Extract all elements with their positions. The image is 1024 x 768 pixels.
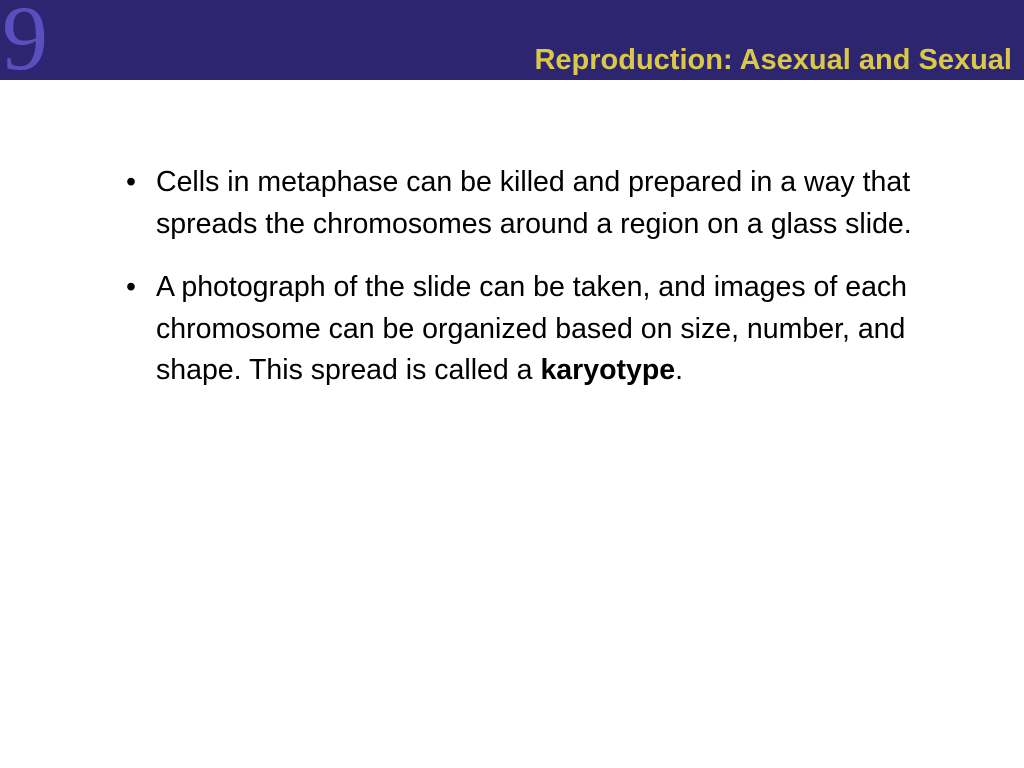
bullet-marker: • [126, 271, 136, 303]
bullet-trailing-punctuation: . [675, 354, 684, 386]
bullet-text: Cells in metaphase can be killed and prepared in a way that spreads the chromosomes around a region on a glass slide. [156, 166, 912, 240]
slide-title: Reproduction: Asexual and Sexual [534, 44, 1012, 76]
bullet-item [126, 267, 956, 392]
chapter-number: 9 [2, 0, 48, 89]
header-bar [0, 0, 1024, 89]
bullet-marker: • [126, 166, 136, 198]
bullet-item [126, 162, 956, 245]
bullet-text: A photograph of the slide can be taken, and images of each chromosome can be organized based on size, number, and shape. This spread is called a [156, 271, 908, 386]
key-term: karyotype [540, 354, 676, 386]
slide-content [126, 162, 956, 414]
